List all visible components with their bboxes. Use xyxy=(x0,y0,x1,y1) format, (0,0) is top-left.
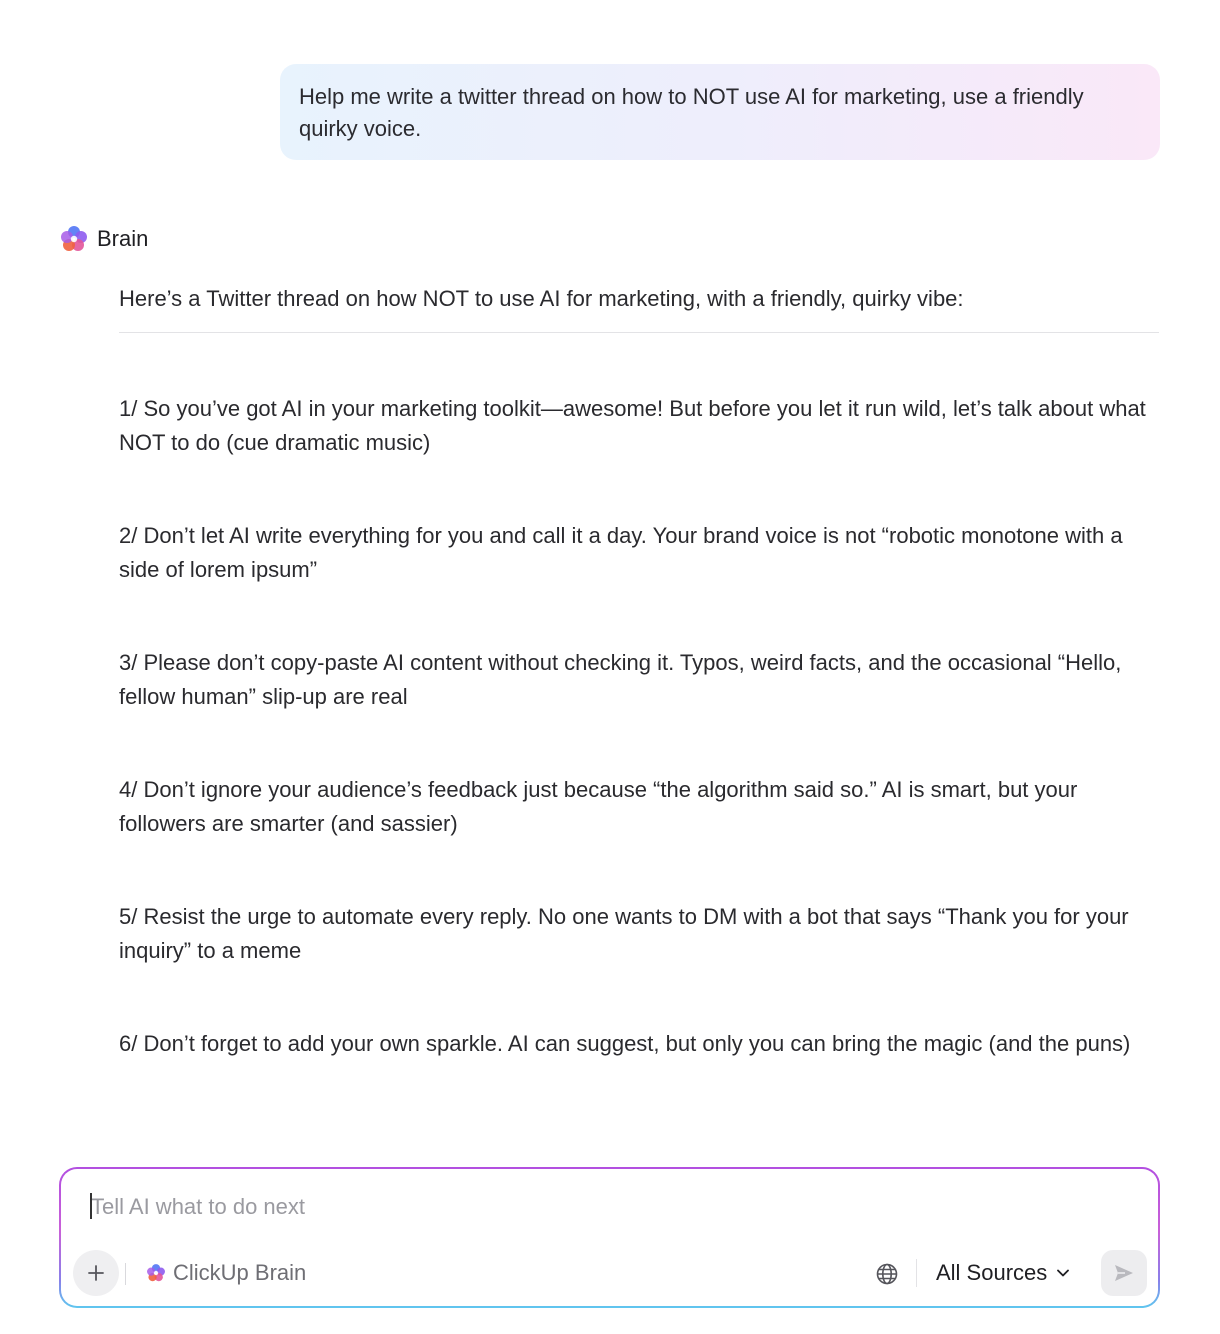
brain-logo-icon xyxy=(145,1262,167,1284)
thread-item-1: 1/ So you’ve got AI in your marketing toolkit—awesome! But before you let it run wild, let’s talk about what NOT to do (cue dramatic music) xyxy=(119,396,1146,455)
model-label: ClickUp Brain xyxy=(173,1260,307,1285)
thread-item-5: 5/ Resist the urge to automate every reply. No one wants to DM with a bot that says “Thank you for your inquiry” to a meme xyxy=(119,904,1129,963)
assistant-header xyxy=(58,222,148,256)
response-intro: Here’s a Twitter thread on how NOT to use AI for marketing, with a friendly, quirky vibe: xyxy=(119,282,1159,333)
brain-logo-icon xyxy=(58,223,90,255)
sources-dropdown[interactable] xyxy=(936,1255,1071,1291)
assistant-response xyxy=(119,282,1159,1120)
sources-label: All Sources xyxy=(936,1260,1048,1285)
composer xyxy=(59,1167,1160,1308)
prompt-input[interactable] xyxy=(89,1189,1091,1225)
toolbar-divider xyxy=(125,1263,126,1285)
thread-item-6: 6/ Don’t forget to add your own sparkle. AI can suggest, but only you can bring the magic (and the puns) xyxy=(119,1031,1131,1056)
user-message-bubble xyxy=(280,64,1160,160)
globe-icon xyxy=(875,1262,899,1286)
composer-box xyxy=(61,1169,1158,1306)
model-selector[interactable] xyxy=(145,1255,306,1291)
thread-item-3: 3/ Please don’t copy-paste AI content without checking it. Typos, weird facts, and the occasional “Hello, fellow human” slip-up are real xyxy=(119,650,1122,709)
user-message-text: Help me write a twitter thread on how to NOT use AI for marketing, use a friendly quirky voice. xyxy=(299,84,1084,141)
add-attachment-button[interactable] xyxy=(73,1250,119,1296)
plus-icon xyxy=(86,1263,106,1283)
toolbar-divider xyxy=(916,1259,917,1287)
thread-item-2: 2/ Don’t let AI write everything for you and call it a day. Your brand voice is not “robotic monotone with a side of lorem ipsum” xyxy=(119,523,1123,582)
thread-list xyxy=(119,392,1159,1061)
send-icon xyxy=(1112,1261,1136,1285)
web-search-button[interactable] xyxy=(873,1260,901,1288)
chevron-down-icon xyxy=(1055,1265,1071,1281)
text-caret xyxy=(90,1193,92,1219)
thread-item-4: 4/ Don’t ignore your audience’s feedback just because “the algorithm said so.” AI is smart, but your followers are smarter (and sassier) xyxy=(119,777,1078,836)
assistant-name: Brain xyxy=(97,226,149,251)
send-button[interactable] xyxy=(1101,1250,1147,1296)
